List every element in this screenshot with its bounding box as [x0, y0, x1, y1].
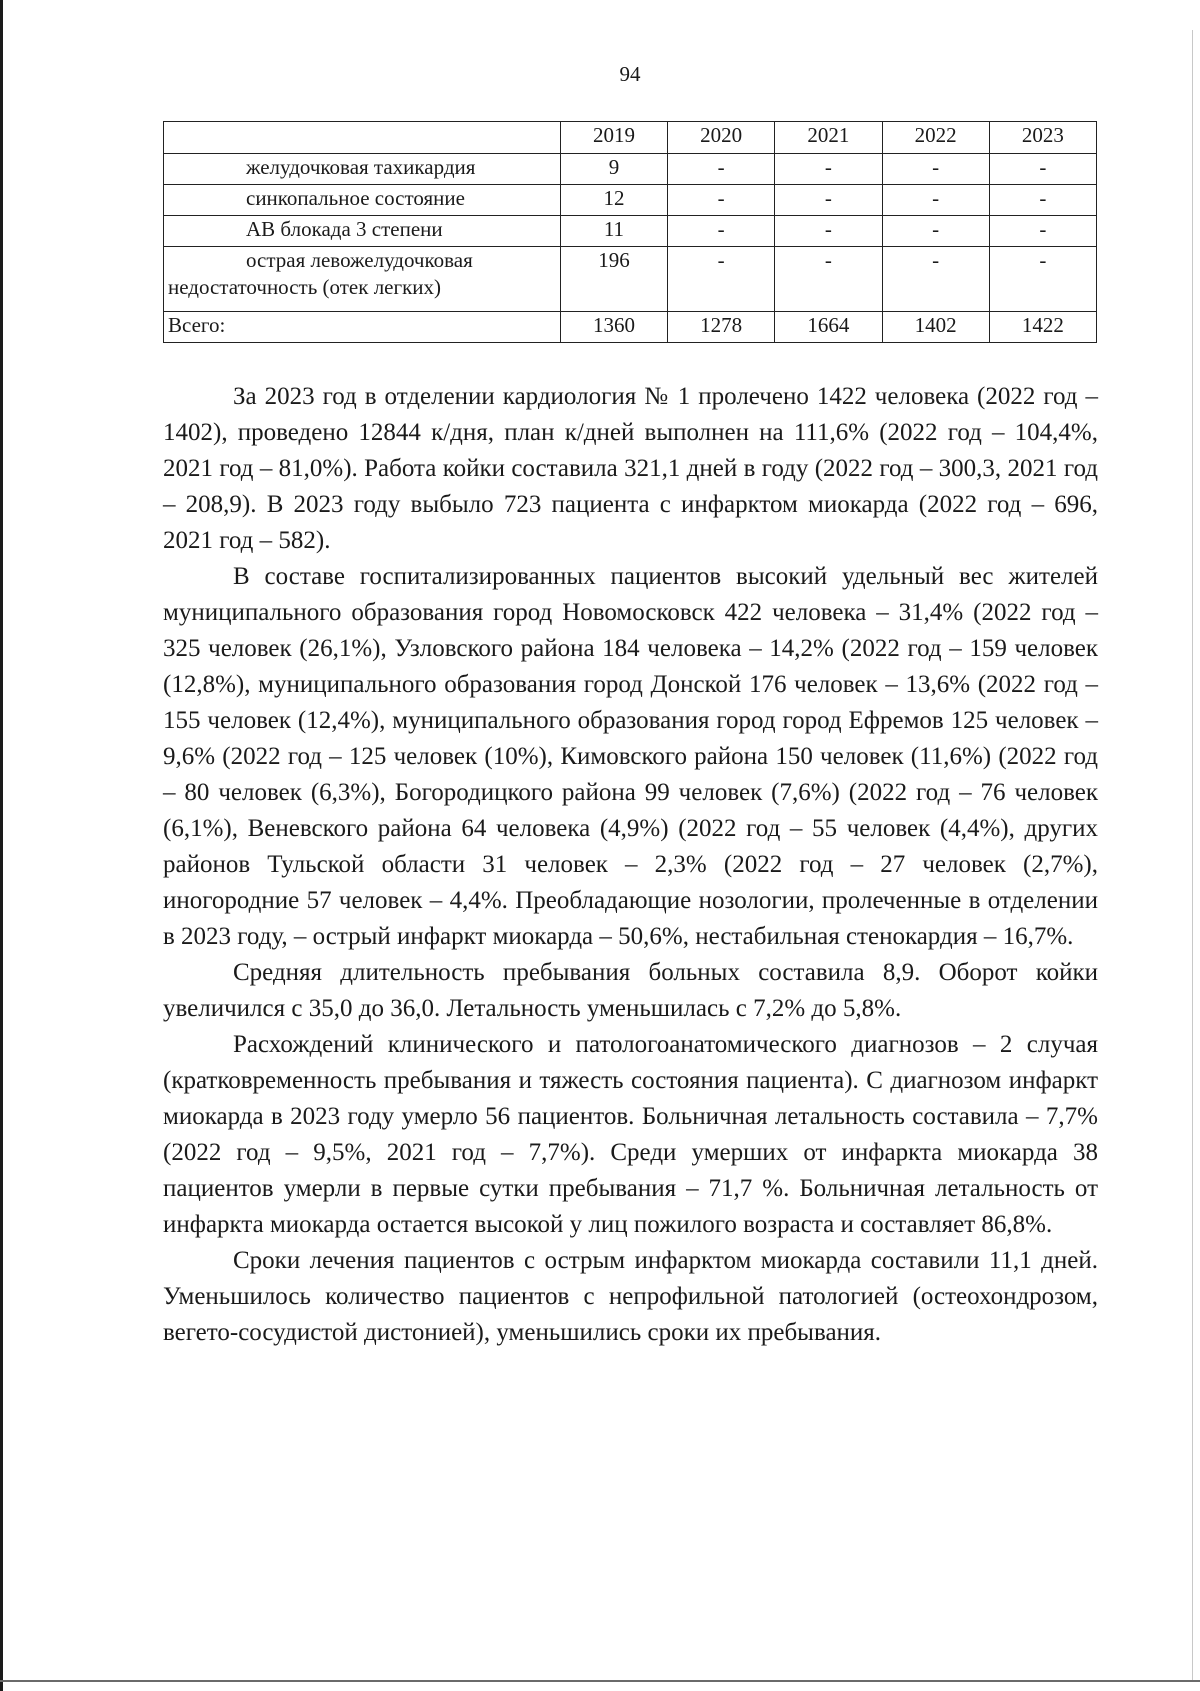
total-cell: 1360	[560, 312, 667, 343]
statistics-table	[163, 121, 1097, 343]
row-label: АВ блокада 3 степени	[164, 216, 561, 247]
table-row	[164, 216, 1097, 247]
table-cell: -	[668, 185, 775, 216]
table-row	[164, 247, 1097, 312]
scan-edge-bottom	[0, 1680, 1200, 1682]
table-cell: -	[989, 216, 1096, 247]
total-cell: 1278	[668, 312, 775, 343]
table-cell: -	[775, 185, 882, 216]
header-cell: 2020	[668, 122, 775, 154]
paragraph: Расхождений клинического и патологоанатомического диагнозов – 2 случая (кратковременность пребывания и тяжесть состояния пациента). С диагнозом инфаркт миокарда в 2023 году умерло 56 пациентов. Больничная летальность составила – 7,7% (2022 год – 9,5%, 2021 год – 7,7%). Среди умерших от инфаркта миокарда 38 пациентов умерли в первые сутки пребывания – 71,7 %. Больничная летальность от инфаркта миокарда остается высокой у лиц пожилого возраста и составляет 86,8%.	[163, 1031, 1098, 1238]
total-cell: 1664	[775, 312, 882, 343]
table-cell: -	[668, 154, 775, 185]
paragraph: В составе госпитализированных пациентов высокий удельный вес жителей муниципального образования город Новомосковск 422 человека – 31,4% (2022 год – 325 человек (26,1%), Узловского района 184 человека – 14,2% (2022 год – 159 человек (12,8%), муниципального образования город Донской 176 человек – 13,6% (2022 год – 155 человек (12,4%), муниципального образования город город Ефремов 125 человек – 9,6% (2022 год – 125 человек (10%), Кимовского района 150 человек (11,6%) (2022 год – 80 человек (6,3%), Богородицкого района 99 человек (7,6%) (2022 год – 76 человек (6,1%), Веневского района 64 человека (4,9%) (2022 год – 55 человек (4,4%), других районов Тульской области 31 человек – 2,3% (2022 год – 27 человек (2,7%), иногородние 57 человек – 4,4%. Преобладающие нозологии, пролеченные в отделении в 2023 году, – острый инфаркт миокарда – 50,6%, нестабильная стенокардия – 16,7%.	[163, 563, 1098, 950]
table-cell: -	[989, 247, 1096, 312]
paragraph: За 2023 год в отделении кардиология № 1 пролечено 1422 человека (2022 год – 1402), проведено 12844 к/дня, план к/дней выполнен на 111,6% (2022 год – 104,4%, 2021 год – 81,0%). Работа койки составила 321,1 дней в году (2022 год – 300,3, 2021 год – 208,9). В 2023 году выбыло 723 пациента с инфарктом миокарда (2022 год – 696, 2021 год – 582).	[163, 383, 1098, 554]
table-cell: -	[775, 247, 882, 312]
total-cell: 1422	[989, 312, 1096, 343]
header-cell: 2021	[775, 122, 882, 154]
total-label: Всего:	[164, 312, 561, 343]
paragraph: Средняя длительность пребывания больных составила 8,9. Оборот койки увеличился с 35,0 до 36,0. Летальность уменьшилась с 7,2% до 5,8%.	[163, 959, 1098, 1022]
table-total-row	[164, 312, 1097, 343]
table-cell: 9	[560, 154, 667, 185]
table-cell: -	[989, 185, 1096, 216]
row-label: острая левожелудочковая недостаточность (отек легких)	[164, 247, 561, 312]
row-label: синкопальное состояние	[164, 185, 561, 216]
scan-edge-right	[1192, 30, 1193, 1680]
table-cell: 11	[560, 216, 667, 247]
header-cell: 2023	[989, 122, 1096, 154]
page-number: 94	[619, 62, 641, 86]
table-cell: -	[882, 154, 989, 185]
table-cell: -	[668, 247, 775, 312]
table-header-row	[164, 122, 1097, 154]
table-cell: 12	[560, 185, 667, 216]
table-row	[164, 185, 1097, 216]
body-text	[163, 379, 1098, 1351]
table-cell: 196	[560, 247, 667, 312]
table-row	[164, 154, 1097, 185]
scan-edge-left	[0, 0, 3, 1691]
header-cell: 2019	[560, 122, 667, 154]
table-cell: -	[882, 216, 989, 247]
total-cell: 1402	[882, 312, 989, 343]
table-cell: -	[775, 216, 882, 247]
paragraph: Сроки лечения пациентов с острым инфарктом миокарда составили 11,1 дней. Уменьшилось количество пациентов с непрофильной патологией (остеохондрозом, вегето-сосудистой дистонией), уменьшились сроки их пребывания.	[163, 1247, 1098, 1346]
table-cell: -	[882, 247, 989, 312]
table-cell: -	[668, 216, 775, 247]
table-cell: -	[882, 185, 989, 216]
table-cell: -	[775, 154, 882, 185]
table-cell: -	[989, 154, 1096, 185]
header-cell	[164, 122, 561, 154]
row-label: желудочковая тахикардия	[164, 154, 561, 185]
header-cell: 2022	[882, 122, 989, 154]
